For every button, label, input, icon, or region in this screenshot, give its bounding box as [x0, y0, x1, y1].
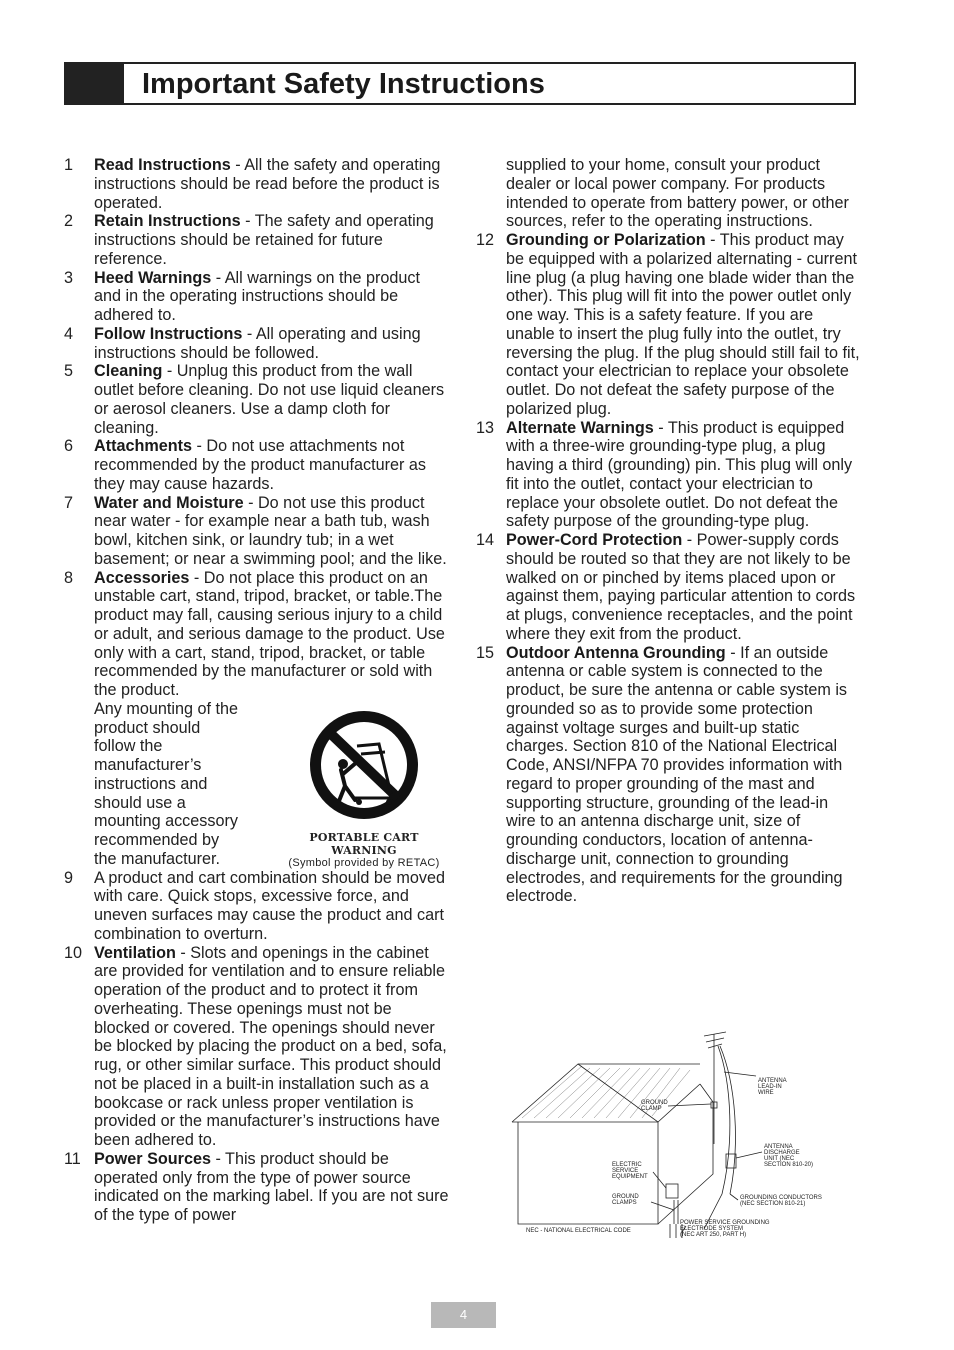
right-column — [476, 156, 861, 906]
label-ground-clamp-2: CLAMP — [641, 1106, 662, 1112]
label-grounding-conductors-2: (NEC SECTION 810-21) — [740, 1201, 806, 1207]
item-title: Follow Instructions — [94, 324, 243, 343]
label-ground-clamp: GROUND — [641, 1100, 668, 1106]
item-text: - Do not use attachments not recommended by the product manufacturer as they may cause hazards. — [94, 437, 427, 493]
item-title: Water and Moisture — [94, 493, 244, 512]
label-service-equipment-2: SERVICE — [612, 1168, 639, 1174]
safety-item-6: 6 Attachments - Do not use attachments not recommended by the product manufacturer as they may cause hazards. — [64, 437, 427, 493]
item-text: - Do not place this product on an unstable cart, stand, tripod, bracket, or table.The product may fall, causing serious injury to a child or adult, and serious damage to the product. Use only with a cart, stand, tripod, bracket, or table recommended by the manufacturer or sold with the product. — [94, 568, 445, 699]
safety-item-13: 13 Alternate Warnings - This product is equipped with a three-wire grounding-type plug, a plug having a third (grounding) pin. This plug will only fit into the outlet, contact your electrician to replace your obsolete outlet. Do not defeat the safety purpose of the grounding-type plug. — [476, 418, 853, 531]
label-electrode-system-3: (NEC ART 250, PART H) — [680, 1232, 747, 1238]
item-text: - Do not use this product near water - for example near a bath tub, wash bowl, kitchen sink, or laundry tub; in a wet basement; or near a swimming pool; and the like. — [94, 493, 447, 568]
safety-item-15: 15 Outdoor Antenna Grounding - If an outside antenna or cable system is connected to the product, be sure the antenna or cable system is grounded so as to provide some protection against voltage surges and built-up static charges. Section 810 of the National Electrical Code, ANSI/NFPA 70 provides information with regard to proper grounding of the mast and supporting structure, grounding of the lead-in wire to an antenna discharge unit, size of grounding conductors, location of antenna-discharge unit, connection to grounding electrodes, and requirements for the grounding electrode. — [476, 643, 848, 906]
cart-warning-icon — [305, 706, 423, 824]
label-electrode-system-2: ELECTRODE SYSTEM — [680, 1226, 744, 1232]
safety-item-14: 14 Power-Cord Protection - Power-supply cords should be routed so that they are not likely to be walked on or pinched by items placed upon or against them, paying particular attention to cords at plugs, convenience receptacles, and the point where they exit from the product. — [476, 531, 856, 643]
safety-item-5: 5 Cleaning - Unplug this product from the wall outlet before cleaning. Do not use liquid cleaners or aerosol cleaners. Use a damp cloth for cleaning. — [64, 362, 445, 437]
item-title: Accessories — [94, 568, 190, 587]
label-electrode-system: POWER SERVICE GROUNDING — [680, 1220, 770, 1226]
page-title: Important Safety Instructions — [142, 68, 545, 100]
item-title: Read Instructions — [94, 156, 231, 174]
safety-item-9: 9 A product and cart combination should be moved with care. Quick stops, excessive force, and uneven surfaces may cause the product and cart combination to overturn. — [64, 868, 445, 943]
item-text: - All the safety and operating instructions should be read before the product is operated. — [94, 156, 441, 212]
item-title: Cleaning — [94, 362, 163, 381]
item-title: Ventilation — [94, 943, 176, 962]
label-grounding-conductors: GROUNDING CONDUCTORS — [740, 1195, 822, 1201]
page-header — [64, 62, 856, 105]
item-title: Retain Instructions — [94, 212, 241, 231]
item-title: Power Sources — [94, 1149, 211, 1168]
safety-item-11-continued — [476, 156, 861, 231]
cart-subcaption: (Symbol provided by RETAC) — [288, 856, 440, 869]
safety-item-11: 11 Power Sources - This product should be operated only from the type of power source indicated on the marking label. If you are not sure of the type of power — [64, 1149, 449, 1224]
item-title: Alternate Warnings — [506, 418, 654, 437]
item-title: Outdoor Antenna Grounding — [506, 643, 726, 662]
item-title: Attachments — [94, 437, 193, 456]
label-discharge-unit-3: UNIT (NEC — [764, 1156, 795, 1162]
item-title: Power-Cord Protection — [506, 531, 683, 549]
label-discharge-unit-2: DISCHARGE — [764, 1150, 800, 1156]
label-service-equipment: ELECTRIC — [612, 1162, 642, 1168]
item-text: - All operating and using instructions should be followed. — [94, 324, 421, 362]
item-text: - This product may be equipped with a polarized alternating - current line plug (a plug having one blade wider than the other). This plug will fit into the power outlet only one way. This is a safety feature. If you are unable to insert the plug fully into the outlet, try reversing the plug. If the plug should still fail to fit, contact your electrician to replace your obsolete outlet. Do not defeat the safety purpose of the polarized plug. — [506, 231, 860, 418]
item-text: - Slots and openings in the cabinet are provided for ventilation and to ensure reliable operation of the product and to protect it from overheating. These openings must not be blocked or covered. The openings should never be blocked by placing the product on a bed, sofa, rug, or other similar surface. This product should not be placed in a built-in installation such as a bookcase or rack unless proper ventilation is provided or the manufacturer’s instructions have been adhered to. — [94, 943, 447, 1149]
safety-item-12: 12 Grounding or Polarization - This product may be equipped with a polarized alternating - current line plug (a plug having one blade wider than the other). This plug will fit into the power outlet only one way. This is a safety feature. If you are unable to insert the plug fully into the outlet, try reversing the plug. If the plug should still fail to fit, contact your electrician to replace your obsolete outlet. Do not defeat the safety purpose of the polarized plug. — [476, 231, 860, 418]
left-column — [64, 156, 449, 1225]
header-block — [66, 64, 124, 103]
item-text: - Unplug this product from the wall outlet before cleaning. Do not use liquid cleaners or aerosol cleaners. Use a damp cloth for cleaning. — [94, 362, 445, 437]
safety-item-4: 4 Follow Instructions - All operating and using instructions should be followed. — [64, 324, 421, 362]
safety-item-8: 8 Accessories - Do not place this product on an unstable cart, stand, tripod, bracket, or table.The product may fall, causing serious injury to a child or adult, and serious damage to the product. Use only with a cart, stand, tripod, bracket, or table recommended by the manufacturer or sold with the product. — [64, 568, 445, 699]
label-antenna-lead-in-3: WIRE — [758, 1090, 774, 1096]
safety-item-1: 1 Read Instructions - All the safety and operating instructions should be read before the product is operated. — [64, 156, 441, 212]
item-text: - The safety and operating instructions should be retained for future reference. — [94, 212, 434, 268]
cart-warning-block — [64, 700, 449, 869]
item-title: Grounding or Polarization — [506, 231, 706, 249]
item-text: A product and cart combination should be moved with care. Quick stops, excessive force, and uneven surfaces may cause the product and cart combination to overturn. — [94, 868, 445, 943]
page-number: 4 — [431, 1302, 496, 1328]
antenna-grounding-diagram — [508, 1024, 848, 1246]
item-text: - This product should be operated only from the type of power source indicated on the marking label. If you are not sure of the type of power — [94, 1149, 449, 1224]
item-text: - This product is equipped with a three-wire grounding-type plug, a plug having a third (grounding) pin. This plug will only fit into the outlet, contact your electrician to replace your obsolete outlet. Do not defeat the safety purpose of the grounding-type plug. — [506, 418, 853, 531]
label-service-equipment-3: EQUIPMENT — [612, 1174, 648, 1180]
safety-item-7: 7 Water and Moisture - Do not use this product near water - for example near a bath tub, wash bowl, kitchen sink, or laundry tub; in a wet basement; or near a swimming pool; and the like. — [64, 493, 447, 568]
safety-item-2: 2 Retain Instructions - The safety and operating instructions should be retained for future reference. — [64, 212, 434, 268]
label-nec: NEC - NATIONAL ELECTRICAL CODE — [526, 1228, 631, 1234]
cart-caption: PORTABLE CART WARNING — [309, 830, 419, 857]
label-discharge-unit-4: SECTION 810-20) — [764, 1162, 814, 1168]
mounting-text: Any mounting of the product should follow the manufacturer’s instructions and should use a mounting accessory recommended by the manufacturer. — [94, 699, 238, 868]
item-text: - All warnings on the product and in the operating instructions should be adhered to. — [94, 268, 420, 324]
label-antenna-lead-in-2: LEAD-IN — [758, 1084, 782, 1090]
safety-item-3: 3 Heed Warnings - All warnings on the product and in the operating instructions should be adhered to. — [64, 268, 420, 324]
item-text: - If an outside antenna or cable system is connected to the product, be sure the antenna or cable system is grounded so as to provide some protection against voltage surges and built-up static charges. Section 810 of the National Electrical Code, ANSI/NFPA 70 provides information with regard to proper grounding of the mast and supporting structure, grounding of the lead-in wire to an antenna discharge unit, size of grounding conductors, location of antenna-discharge unit, connection to grounding electrodes, and requirements for the grounding electrode. — [506, 643, 848, 906]
safety-item-10: 10 Ventilation - Slots and openings in the cabinet are provided for ventilation and to ensure reliable operation of the product and to protect it from overheating. These openings must not be blocked or covered. The openings should never be blocked by placing the product on a bed, sofa, rug, or other similar surface. This product should not be placed in a built-in installation such as a bookcase or rack unless proper ventilation is provided or the manufacturer’s instructions have been adhered to. — [64, 943, 447, 1149]
item-text: - Power-supply cords should be routed so that they are not likely to be walked on or pinched by items placed upon or against them, paying particular attention to cords at plugs, convenience receptacles, and the point where they exit from the product. — [506, 531, 856, 643]
label-ground-clamps-2: CLAMPS — [612, 1200, 637, 1206]
label-discharge-unit: ANTENNA — [764, 1144, 793, 1150]
item-title: Heed Warnings — [94, 268, 212, 287]
item-text: supplied to your home, consult your product dealer or local power company. For products intended to operate from battery power, or other sources, refer to the operating instructions. — [506, 156, 849, 231]
label-ground-clamps: GROUND — [612, 1194, 639, 1200]
label-antenna-lead-in: ANTENNA — [758, 1078, 787, 1084]
cart-warning-figure — [284, 706, 444, 870]
